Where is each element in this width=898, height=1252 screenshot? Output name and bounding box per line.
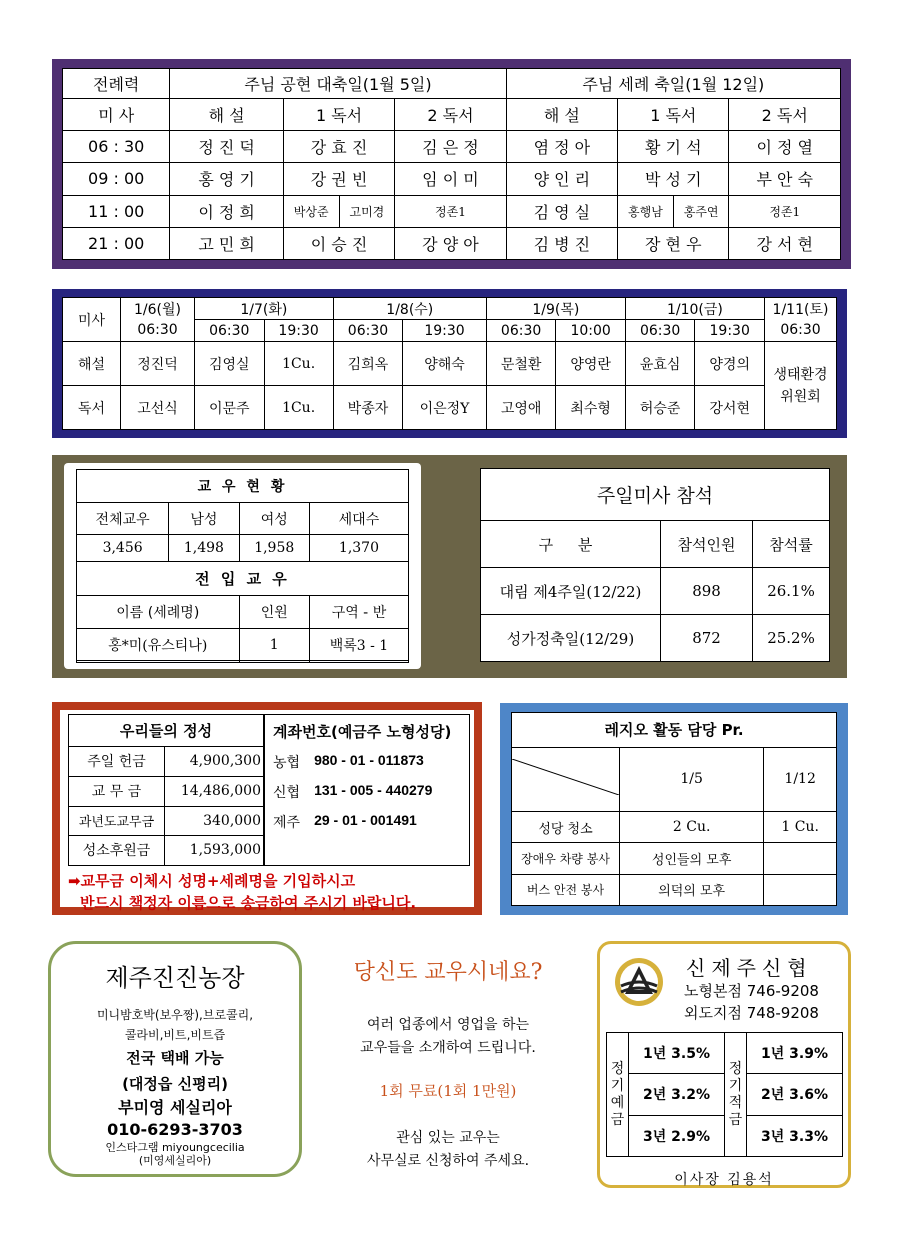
deposit-label: 정기예금 [607, 1033, 629, 1157]
legio-box [500, 703, 848, 915]
name-cell: 문철환 [486, 342, 556, 386]
offering-table [68, 714, 264, 866]
time-cell: 19:30 [264, 320, 333, 342]
value-cell: 1,370 [309, 535, 408, 561]
account-number: 131 - 005 - 440279 [314, 782, 433, 798]
name-cell: 허승준 [625, 386, 695, 430]
col-header: 1 독서 [283, 99, 394, 131]
legio-table [511, 712, 837, 906]
name-cell: 강 권 빈 [283, 163, 394, 195]
name-cell: 강서현 [695, 386, 765, 430]
liturgy-table [62, 68, 841, 260]
time-cell: 10:00 [556, 320, 626, 342]
name-cell: 홍주연 [673, 195, 729, 227]
rate-cell [629, 1033, 725, 1074]
liturgy-schedule-box [52, 59, 851, 269]
day-header: 1/8(수) [333, 298, 486, 320]
name-cell: 정진덕 [121, 342, 195, 386]
name-cell: 양영란 [556, 342, 626, 386]
offering-value: 14,486,000 [165, 776, 264, 806]
account-row [273, 782, 461, 802]
name-cell: 윤효심 [625, 342, 695, 386]
rate-term: 2년 [643, 1087, 667, 1104]
promo-line: 교우들을 소개하여 드립니다. [360, 1040, 536, 1056]
offering-value: 340,000 [165, 807, 264, 836]
col-header: 전체교우 [77, 502, 169, 535]
name-cell: 고 민 희 [170, 227, 283, 259]
col-header: 구역 - 반 [309, 596, 408, 629]
time-cell: 19:30 [403, 320, 487, 342]
name-cell: 박종자 [333, 386, 403, 430]
name-cell: 김 은 정 [395, 131, 506, 163]
day-header: 1/7(화) [195, 298, 334, 320]
sunday1-title: 주님 공현 대축일(1월 5일) [170, 69, 506, 99]
reading-label: 독서 [63, 386, 121, 430]
rate-value: 3.3% [789, 1128, 828, 1145]
col-header: 참석인원 [661, 521, 753, 568]
task-value: 의덕의 모후 [620, 874, 764, 905]
value-cell: 1,958 [239, 535, 309, 561]
account-title: 계좌번호(예금주 노형성당) [273, 723, 452, 741]
mass-label: 미 사 [63, 99, 170, 131]
table-row [69, 746, 264, 776]
col-header: 구 분 [481, 521, 661, 568]
liturgy-label: 전례력 [63, 69, 170, 99]
time-cell: 19:30 [695, 320, 765, 342]
attendance-table [480, 468, 830, 662]
col-header: 참석률 [753, 521, 830, 568]
name-cell: 부 안 숙 [729, 163, 841, 195]
table-row [69, 776, 264, 806]
col-header: 이름 (세례명) [77, 596, 240, 629]
name-cell: 강 양 아 [395, 227, 506, 259]
promo-text [318, 1127, 578, 1173]
members-title: 교 우 현 황 [77, 470, 409, 503]
name-cell: 고선식 [121, 386, 195, 430]
rate-value: 3.5% [671, 1046, 710, 1063]
day-time: 06:30 [780, 321, 821, 338]
value-cell: 1 [239, 628, 309, 661]
time-cell: 06:30 [333, 320, 403, 342]
farm-name: 제주진진농장 [105, 964, 245, 992]
empty-cell [309, 661, 408, 663]
promo-panel [318, 955, 578, 1193]
task-value: 성인들의 모후 [620, 843, 764, 874]
transfer-title: 전 입 교 우 [77, 561, 409, 595]
time-cell: 06:30 [625, 320, 695, 342]
rate-value: 3.6% [789, 1087, 828, 1104]
name-cell: 고영애 [486, 386, 556, 430]
account-panel [264, 714, 470, 866]
value-cell: 홍*미(유스티나) [77, 628, 240, 661]
col-header: 1/12 [764, 747, 837, 811]
account-row [273, 812, 461, 832]
table-row [481, 615, 830, 662]
task-value: 2 Cu. [620, 811, 764, 842]
name-cell: 김 영 실 [506, 195, 617, 227]
value-cell: 1,498 [169, 535, 239, 561]
name-cell: 양해숙 [403, 342, 487, 386]
commentary-label: 해설 [63, 342, 121, 386]
promo-offer: 1회 무료(1회 1만원) [379, 1082, 517, 1100]
branch-line: 노형본점 746-9208 [684, 982, 819, 1000]
col-header: 여성 [239, 502, 309, 535]
name-cell: 1Cu. [264, 386, 333, 430]
rate-cell [747, 1115, 843, 1156]
farm-insta-name: (미영세실리아) [138, 1154, 212, 1167]
name-cell: 김희옥 [333, 342, 403, 386]
farm-items: 미니밤호박(보우짱),브로콜리, [96, 1008, 254, 1022]
empty-cell [239, 661, 309, 663]
offering-label: 성소후원금 [69, 835, 165, 865]
name-cell: 홍 영 기 [170, 163, 283, 195]
rate-term: 3년 [761, 1128, 785, 1145]
name-cell: 박 성 기 [618, 163, 729, 195]
time-cell: 21 : 00 [63, 227, 170, 259]
savings-label: 정기적금 [725, 1033, 747, 1157]
name-cell: 이은정Y [403, 386, 487, 430]
name-cell: 양경의 [695, 342, 765, 386]
sunday2-title: 주님 세례 축일(1월 12일) [506, 69, 840, 99]
promo-line: 관심 있는 교우는 [396, 1130, 500, 1146]
account-number: 980 - 01 - 011873 [314, 752, 424, 768]
rate-term: 1년 [761, 1046, 785, 1063]
table-row [63, 131, 841, 163]
attendance-panel [480, 468, 830, 662]
day-header: 1/10(금) [625, 298, 764, 320]
offering-notice [68, 870, 416, 914]
account-row [273, 752, 461, 772]
col-header: 2 독서 [729, 99, 841, 131]
name-cell: 정존1 [395, 195, 506, 227]
members-attendance-box [52, 455, 847, 678]
rates-table [606, 1032, 843, 1157]
offering-label: 과년도교무금 [69, 807, 165, 836]
farm-owner: 부미영 세실리아 [118, 1098, 232, 1117]
name-cell: 양 인 리 [506, 163, 617, 195]
col-header: 1/5 [620, 747, 764, 811]
rate-cell [629, 1115, 725, 1156]
farm-insta: 인스타그램 miyoungcecilia [105, 1141, 245, 1154]
notice-line: 반드시 책정자 이름으로 송금하여 주시기 바랍니다. [80, 894, 417, 912]
promo-line: 사무실로 신청하여 주세요. [366, 1153, 530, 1169]
name-cell: 홍행남 [618, 195, 674, 227]
day-date: 1/11(토) [772, 301, 829, 318]
rate-term: 2년 [761, 1087, 785, 1104]
name-cell: 염 정 아 [506, 131, 617, 163]
bank-name: 농협 [273, 755, 301, 771]
name-cell: 장 현 우 [618, 227, 729, 259]
task-label: 성당 청소 [512, 811, 620, 842]
name-cell: 임 이 미 [395, 163, 506, 195]
name-cell: 이 정 희 [170, 195, 283, 227]
value-cell: 성가정축일(12/29) [481, 615, 661, 662]
value-cell: 872 [661, 615, 753, 662]
task-value [764, 874, 837, 905]
attendance-title: 주일미사 참석 [481, 469, 830, 521]
farm-location: (대정읍 신평리) [122, 1075, 228, 1093]
name-cell: 강 효 진 [283, 131, 394, 163]
rate-term: 1년 [643, 1046, 667, 1063]
offering-label: 주일 헌금 [69, 746, 165, 776]
time-cell: 06 : 30 [63, 131, 170, 163]
offering-value: 1,593,000 [165, 835, 264, 865]
table-row [69, 835, 264, 865]
task-label: 버스 안전 봉사 [512, 874, 620, 905]
rate-value: 3.2% [671, 1087, 710, 1104]
name-cell: 정 진 덕 [170, 131, 283, 163]
value-cell: 백록3 - 1 [309, 628, 408, 661]
name-cell: 박상준 [283, 195, 339, 227]
farm-phone: 010-6293-3703 [107, 1120, 243, 1139]
day-header: 1/9(목) [486, 298, 625, 320]
mass-label: 미사 [63, 298, 121, 342]
time-cell: 06:30 [195, 320, 265, 342]
name-cell: 강 서 현 [729, 227, 841, 259]
name-cell: 정존1 [729, 195, 841, 227]
farm-ad [48, 941, 302, 1177]
time-cell: 09 : 00 [63, 163, 170, 195]
bank-name: 신협 [273, 785, 301, 801]
day-header [765, 298, 837, 342]
time-cell: 11 : 00 [63, 195, 170, 227]
name-cell: 이 승 진 [283, 227, 394, 259]
day-time: 06:30 [137, 321, 178, 338]
empty-cell [77, 661, 240, 663]
diagonal-line-icon [512, 759, 619, 795]
value-cell: 26.1% [753, 568, 830, 615]
table-row [512, 843, 837, 874]
value-cell: 898 [661, 568, 753, 615]
offering-value: 4,900,300 [165, 746, 264, 776]
col-header: 2 독서 [395, 99, 506, 131]
promo-headline: 당신도 교우시네요? [353, 960, 543, 985]
name-cell: 고미경 [339, 195, 395, 227]
table-row [512, 811, 837, 842]
notice-line: ➡교무금 이체시 성명+세례명을 기입하시고 [68, 872, 356, 890]
promo-text [318, 1014, 578, 1060]
credit-union-logo-icon [613, 956, 665, 1008]
members-table [76, 469, 409, 663]
task-value: 1 Cu. [764, 811, 837, 842]
table-row [77, 661, 409, 663]
legio-title: 레지오 활동 담당 Pr. [512, 713, 837, 748]
name-cell: 이문주 [195, 386, 265, 430]
value-cell: 3,456 [77, 535, 169, 561]
diagonal-cell [512, 747, 620, 811]
table-row [481, 568, 830, 615]
value-cell: 25.2% [753, 615, 830, 662]
name-cell: 1Cu. [264, 342, 333, 386]
table-row [69, 807, 264, 836]
task-value [764, 843, 837, 874]
farm-delivery: 전국 택배 가능 [126, 1049, 224, 1067]
name-cell: 황 기 석 [618, 131, 729, 163]
offering-title: 우리들의 정성 [69, 715, 264, 747]
rate-term: 3년 [643, 1128, 667, 1145]
promo-line: 여러 업종에서 영업을 하는 [366, 1017, 530, 1033]
credit-union-name: 신제주신협 [686, 956, 813, 980]
farm-items: 콜라비,비트,비트즙 [124, 1028, 226, 1042]
weekday-table [62, 297, 837, 430]
rate-cell [747, 1033, 843, 1074]
branch-line: 외도지점 748-9208 [684, 1004, 819, 1022]
day-date: 1/6(월) [134, 301, 181, 318]
account-number: 29 - 01 - 001491 [314, 812, 417, 828]
table-row [512, 874, 837, 905]
col-header: 세대수 [309, 502, 408, 535]
weekday-schedule-box [52, 289, 847, 438]
name-cell: 최수형 [556, 386, 626, 430]
name-cell: 생태환경위원회 [765, 342, 837, 430]
table-row [63, 227, 841, 259]
chairman-line: 이사장 김용석 [674, 1172, 774, 1188]
table-row [63, 195, 841, 227]
bank-name: 제주 [273, 815, 301, 831]
col-header: 해 설 [506, 99, 617, 131]
time-cell: 06:30 [486, 320, 556, 342]
col-header: 인원 [239, 596, 309, 629]
day-header [121, 298, 195, 342]
table-row [607, 1033, 843, 1074]
table-row [77, 628, 409, 661]
name-cell: 이 정 열 [729, 131, 841, 163]
col-header: 해 설 [170, 99, 283, 131]
name-cell: 김영실 [195, 342, 265, 386]
col-header: 1 독서 [618, 99, 729, 131]
rate-cell [629, 1074, 725, 1115]
name-cell: 김 병 진 [506, 227, 617, 259]
offering-box [52, 702, 482, 915]
rate-value: 3.9% [789, 1046, 828, 1063]
rate-cell [747, 1074, 843, 1115]
col-header: 남성 [169, 502, 239, 535]
rate-value: 2.9% [671, 1128, 710, 1145]
offering-label: 교 무 금 [69, 776, 165, 806]
credit-union-ad [597, 941, 851, 1188]
table-row [63, 163, 841, 195]
task-label: 장애우 차량 봉사 [512, 843, 620, 874]
value-cell: 대림 제4주일(12/22) [481, 568, 661, 615]
members-panel [64, 463, 421, 669]
